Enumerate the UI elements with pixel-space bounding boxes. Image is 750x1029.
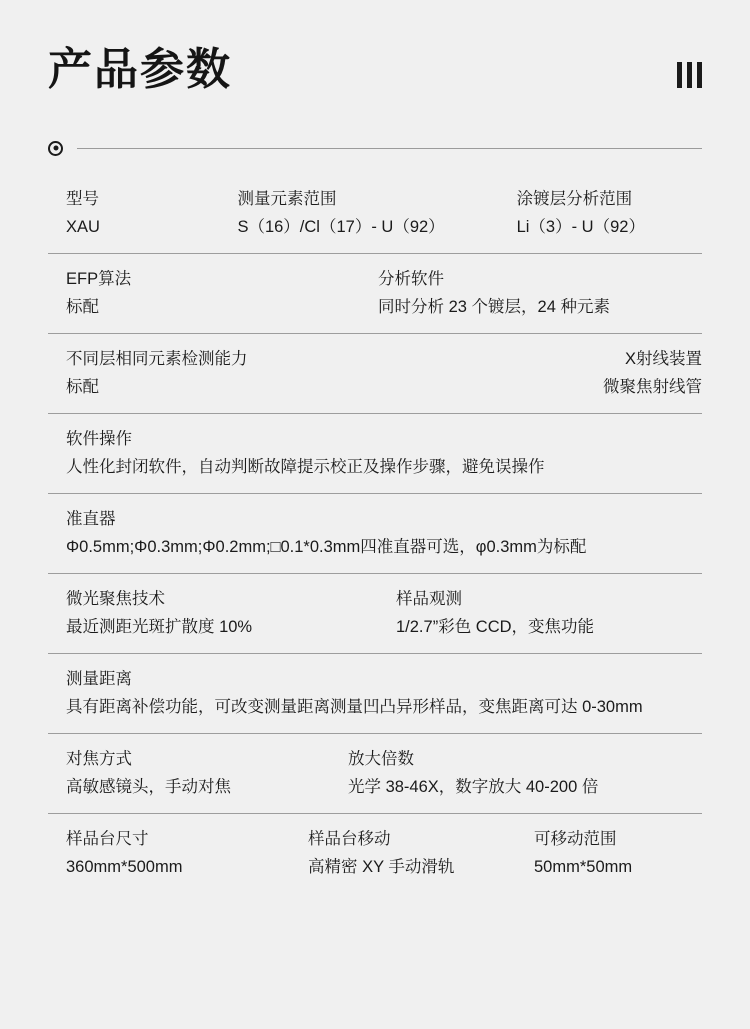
cell-value: 同时分析 23 个镀层，24 种元素 — [378, 298, 610, 316]
cell-label: 样品台尺寸 — [66, 830, 149, 848]
cell-label: 可移动范围 — [534, 830, 617, 848]
table-row — [48, 574, 702, 654]
cell-label: EFP算法 — [66, 270, 132, 288]
table-cell — [237, 185, 516, 241]
cell-value: 高敏感镜头，手动对焦 — [66, 778, 231, 796]
table-row — [48, 254, 702, 334]
cell-label: 测量元素范围 — [237, 190, 337, 208]
table-row — [48, 494, 702, 574]
cell-label: X射线装置 — [624, 350, 702, 368]
table-cell — [48, 585, 396, 641]
table-cell — [396, 585, 702, 641]
cell-label: 样品台移动 — [308, 830, 391, 848]
divider-rule — [77, 148, 702, 149]
table-cell — [48, 185, 237, 241]
cell-value: 微聚焦射线管 — [603, 378, 702, 396]
cell-label: 分析软件 — [378, 270, 444, 288]
cell-label: 型号 — [66, 190, 99, 208]
table-cell — [348, 745, 702, 801]
table-cell — [378, 265, 702, 321]
cell-value: 1/2.7”彩色 CCD，变焦功能 — [396, 618, 595, 636]
table-cell — [48, 825, 308, 881]
cell-label: 样品观测 — [396, 590, 462, 608]
cell-value: 最近测距光斑扩散度 10% — [66, 618, 253, 636]
target-dot-icon — [48, 141, 63, 156]
table-cell — [517, 185, 702, 241]
cell-value: 50mm*50mm — [534, 858, 633, 876]
cell-value: Li（3）- U（92） — [516, 218, 645, 236]
cell-label: 微光聚焦技术 — [66, 590, 165, 608]
cell-value: 360mm*500mm — [66, 858, 183, 876]
table-row — [48, 654, 702, 734]
cell-value: Φ0.5mm;Φ0.3mm;Φ0.2mm;□0.1*0.3mm四准直器可选，φ0.3mm为标配 — [66, 538, 587, 556]
cell-label: 不同层相同元素检测能力 — [66, 350, 248, 368]
table-row — [48, 334, 702, 414]
table-cell — [48, 745, 348, 801]
table-cell — [66, 425, 702, 481]
table-row — [48, 414, 702, 494]
cell-label: 准直器 — [66, 510, 116, 528]
table-cell — [248, 345, 703, 401]
cell-value: XAU — [66, 218, 100, 236]
cell-label: 软件操作 — [66, 430, 132, 448]
cell-value: 标配 — [66, 298, 99, 316]
table-cell — [66, 505, 702, 561]
cell-value: 光学 38-46X，数字放大 40-200 倍 — [348, 778, 599, 796]
bars-icon[interactable] — [677, 62, 702, 88]
table-cell — [308, 825, 534, 881]
page-header — [0, 0, 750, 96]
table-row — [48, 734, 702, 814]
cell-label: 涂镀层分析范围 — [516, 190, 633, 208]
cell-label: 对焦方式 — [66, 750, 132, 768]
cell-label: 测量距离 — [66, 670, 132, 688]
cell-value: 人性化封闭软件，自动判断故障提示校正及操作步骤，避免误操作 — [66, 458, 545, 476]
page-title: 产品参数 — [48, 45, 232, 94]
cell-value: S（16）/Cl（17）- U（92） — [237, 218, 445, 236]
table-row — [48, 174, 702, 254]
cell-label: 放大倍数 — [348, 750, 414, 768]
table-cell — [66, 665, 702, 721]
spec-table — [0, 174, 750, 893]
table-cell — [534, 825, 702, 881]
cell-value: 具有距离补偿功能，可改变测量距离测量凹凸异形样品，变焦距离可达 0-30mm — [66, 698, 643, 716]
table-cell — [48, 345, 248, 401]
cell-value: 标配 — [66, 378, 99, 396]
cell-value: 高精密 XY 手动滑轨 — [308, 858, 455, 876]
table-cell — [48, 265, 378, 321]
table-row — [48, 814, 702, 893]
section-divider — [0, 138, 750, 158]
